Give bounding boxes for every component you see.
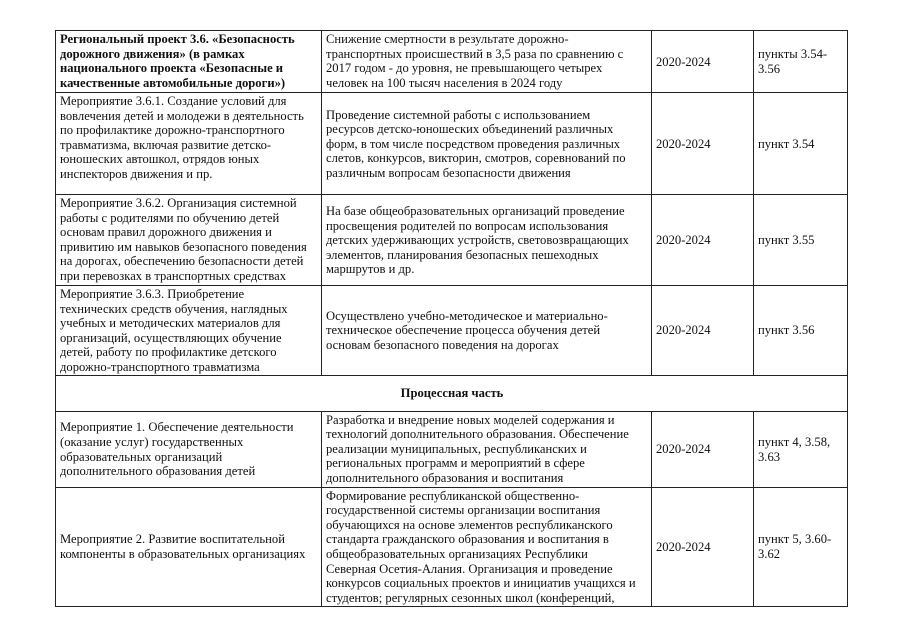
period-cell: 2020-2024 [652, 93, 754, 195]
reference-cell: пункт 5, 3.60- 3.62 [754, 487, 848, 606]
regional-project-title: Региональный проект 3.6. «Безопасность дорожного движения» (в рамках национального проекта «Безопасные и качественные автомобильные дороги») [60, 32, 295, 90]
table-row [56, 286, 848, 376]
period-cell: 2020-2024 [652, 195, 754, 286]
table-row [56, 195, 848, 286]
section-row [56, 375, 848, 411]
document-page [55, 30, 848, 607]
event-cell: Мероприятие 3.6.2. Организация системной работы с родителями по обучению детей основам правил дорожного движения и привитию им навыков безопасного поведения на дорогах, обеспечению безопасности детей при перевозках в транспортных средствах [56, 195, 322, 286]
table-row [56, 411, 848, 487]
event-cell: Мероприятие 1. Обеспечение деятельности (оказание услуг) государственных образовательных организаций дополнительного образования детей [56, 411, 322, 487]
table-row [56, 93, 848, 195]
description-cell: Формирование республиканской общественно- государственной системы организации воспитания обучающихся на основе элементов республиканского стандарта гражданского образования и воспитания в общеобразовательных организациях Республики Северная Осетия-Алания. Организация и проведение конкурсов социальных проектов и инициатив учащихся и студентов; регулярных сезонных школ (конференций, [322, 487, 652, 606]
description-cell: Проведение системной работы с использованием ресурсов детско-юношеских объединений различных форм, в том числе посредством проведения различных слетов, конкурсов, викторин, смотров, соревнований по различным вопросам безопасности движения [322, 93, 652, 195]
reference-cell: пункт 4, 3.58, 3.63 [754, 411, 848, 487]
reference-cell: пункт 3.55 [754, 195, 848, 286]
period-cell: 2020-2024 [652, 487, 754, 606]
event-cell [56, 31, 322, 93]
period-cell: 2020-2024 [652, 286, 754, 376]
table-row [56, 31, 848, 93]
reference-cell: пункт 3.54 [754, 93, 848, 195]
event-cell: Мероприятие 3.6.3. Приобретение технических средств обучения, наглядных учебных и методических материалов для организаций, осуществляющих обучение детей, работу по профилактике детского дорожно-транспортного травматизма [56, 286, 322, 376]
reference-cell: пункты 3.54- 3.56 [754, 31, 848, 93]
description-cell: Снижение смертности в результате дорожно- транспортных происшествий в 3,5 раза по сравнению с 2017 годом - до уровня, не превышающего четырех человек на 100 тысяч населения в 2024 году [322, 31, 652, 93]
program-table [55, 30, 848, 607]
reference-cell: пункт 3.56 [754, 286, 848, 376]
table-row [56, 487, 848, 606]
description-cell: Разработка и внедрение новых моделей содержания и технологий дополнительного образования. Обеспечение реализации муниципальных, республиканских и региональных программ и мероприятий в сфере дополнительного образования и воспитания [322, 411, 652, 487]
event-cell: Мероприятие 2. Развитие воспитательной компоненты в образовательных организациях [56, 487, 322, 606]
section-title: Процессная часть [56, 375, 848, 411]
description-cell: Осуществлено учебно-методическое и материально- техническое обеспечение процесса обучения детей основам безопасного поведения на дорогах [322, 286, 652, 376]
description-cell: На базе общеобразовательных организаций проведение просвещения родителей по вопросам использования детских удерживающих устройств, световозвращающих элементов, планирования безопасных пешеходных маршрутов и др. [322, 195, 652, 286]
period-cell: 2020-2024 [652, 31, 754, 93]
event-cell: Мероприятие 3.6.1. Создание условий для вовлечения детей и молодежи в деятельность по профилактике дорожно-транспортного травматизма, включая развитие детско- юношеских автошкол, отрядов юных инспекторов движения и пр. [56, 93, 322, 195]
period-cell: 2020-2024 [652, 411, 754, 487]
